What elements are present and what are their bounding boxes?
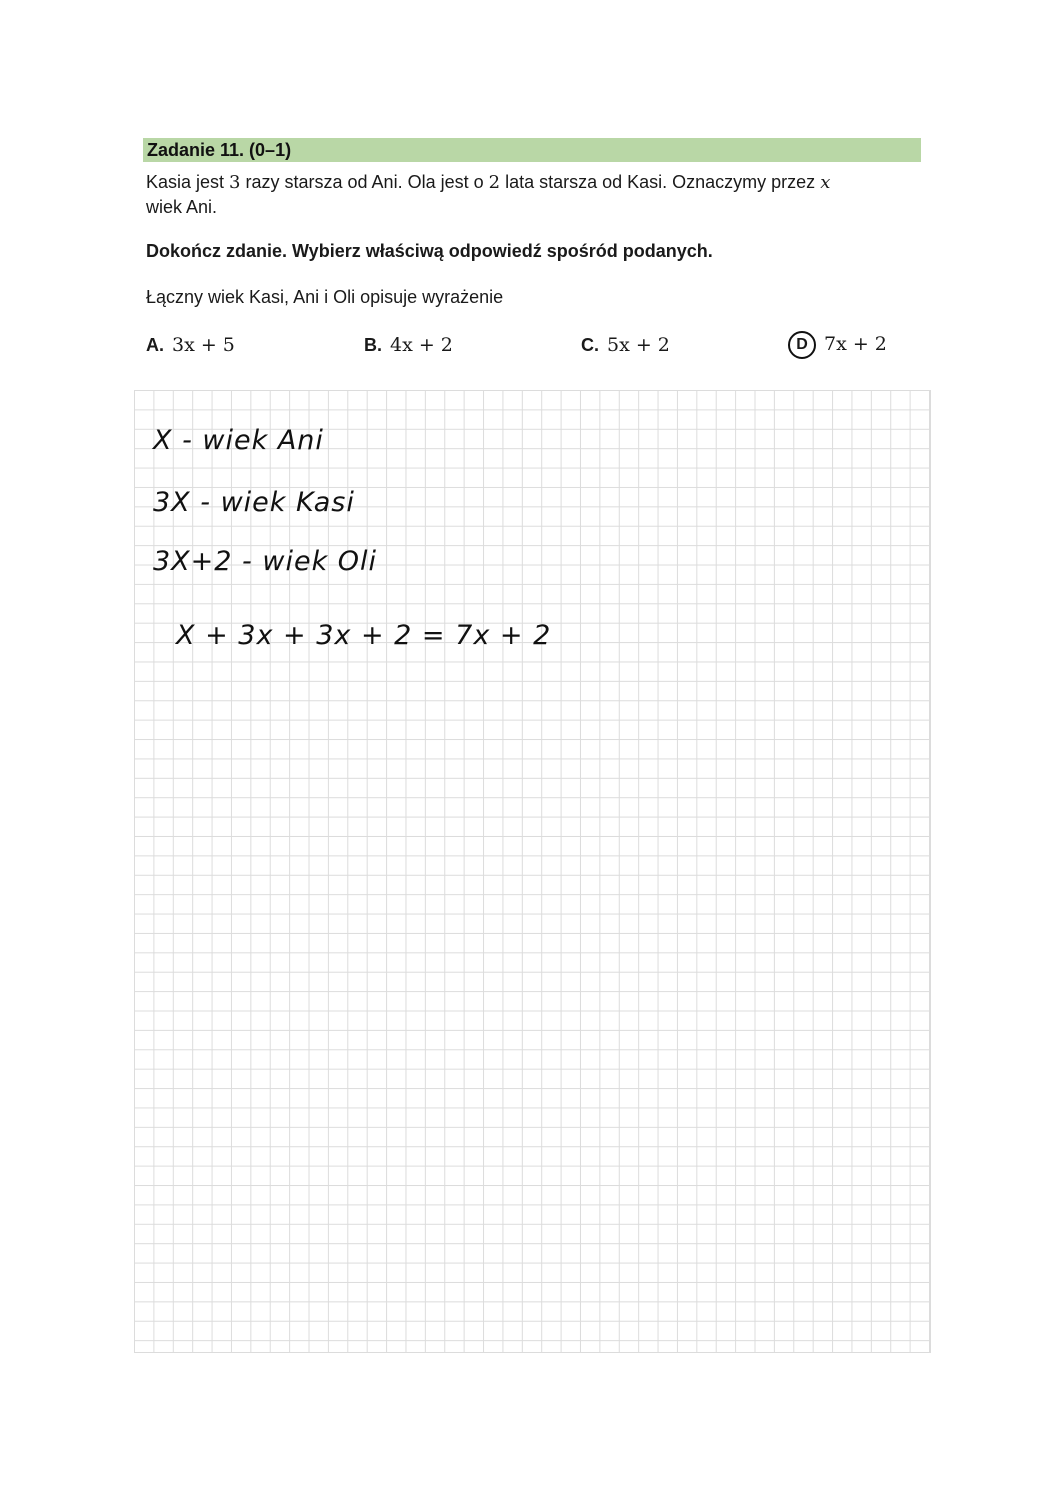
option-d-expression: 7x + 2 — [824, 332, 887, 355]
option-c-expression: 5x + 2 — [607, 334, 670, 356]
task-title: Zadanie 11. (0–1) — [147, 140, 292, 160]
task-header — [143, 138, 921, 162]
option-a[interactable] — [146, 334, 235, 356]
handwritten-line-2: 3X - wiek Kasi — [153, 487, 355, 518]
task-text-part3: lata starsza od Kasi. Oznaczymy przez — [500, 172, 821, 192]
task-statement — [146, 170, 906, 220]
option-b-letter: B. — [364, 335, 382, 355]
option-a-expression: 3x + 5 — [172, 334, 235, 356]
option-a-letter: A. — [146, 335, 164, 355]
option-b[interactable] — [364, 334, 453, 356]
task-text-part2: razy starsza od Ani. Ola jest o — [240, 172, 489, 192]
task-variable-x: x — [820, 172, 831, 193]
option-c-letter: C. — [581, 335, 599, 355]
task-number-2: 2 — [488, 172, 501, 193]
task-instruction: Dokończ zdanie. Wybierz właściwą odpowiedź spośród podanych. — [146, 241, 713, 261]
option-d-circled-letter: D — [788, 331, 816, 359]
answer-grid — [134, 390, 931, 1353]
option-b-expression: 4x + 2 — [390, 334, 453, 356]
option-c[interactable] — [581, 334, 670, 356]
task-text-part4: wiek Ani. — [146, 197, 218, 217]
handwritten-equation: X + 3x + 3x + 2 = 7x + 2 — [176, 620, 552, 651]
task-text-part1: Kasia jest — [146, 172, 230, 192]
handwritten-line-3: 3X+2 - wiek Oli — [153, 546, 378, 577]
option-d-selected[interactable] — [788, 331, 887, 359]
task-number-3: 3 — [229, 172, 241, 193]
handwritten-line-1: X - wiek Ani — [153, 425, 324, 456]
task-prompt: Łączny wiek Kasi, Ani i Oli opisuje wyrażenie — [146, 287, 504, 307]
